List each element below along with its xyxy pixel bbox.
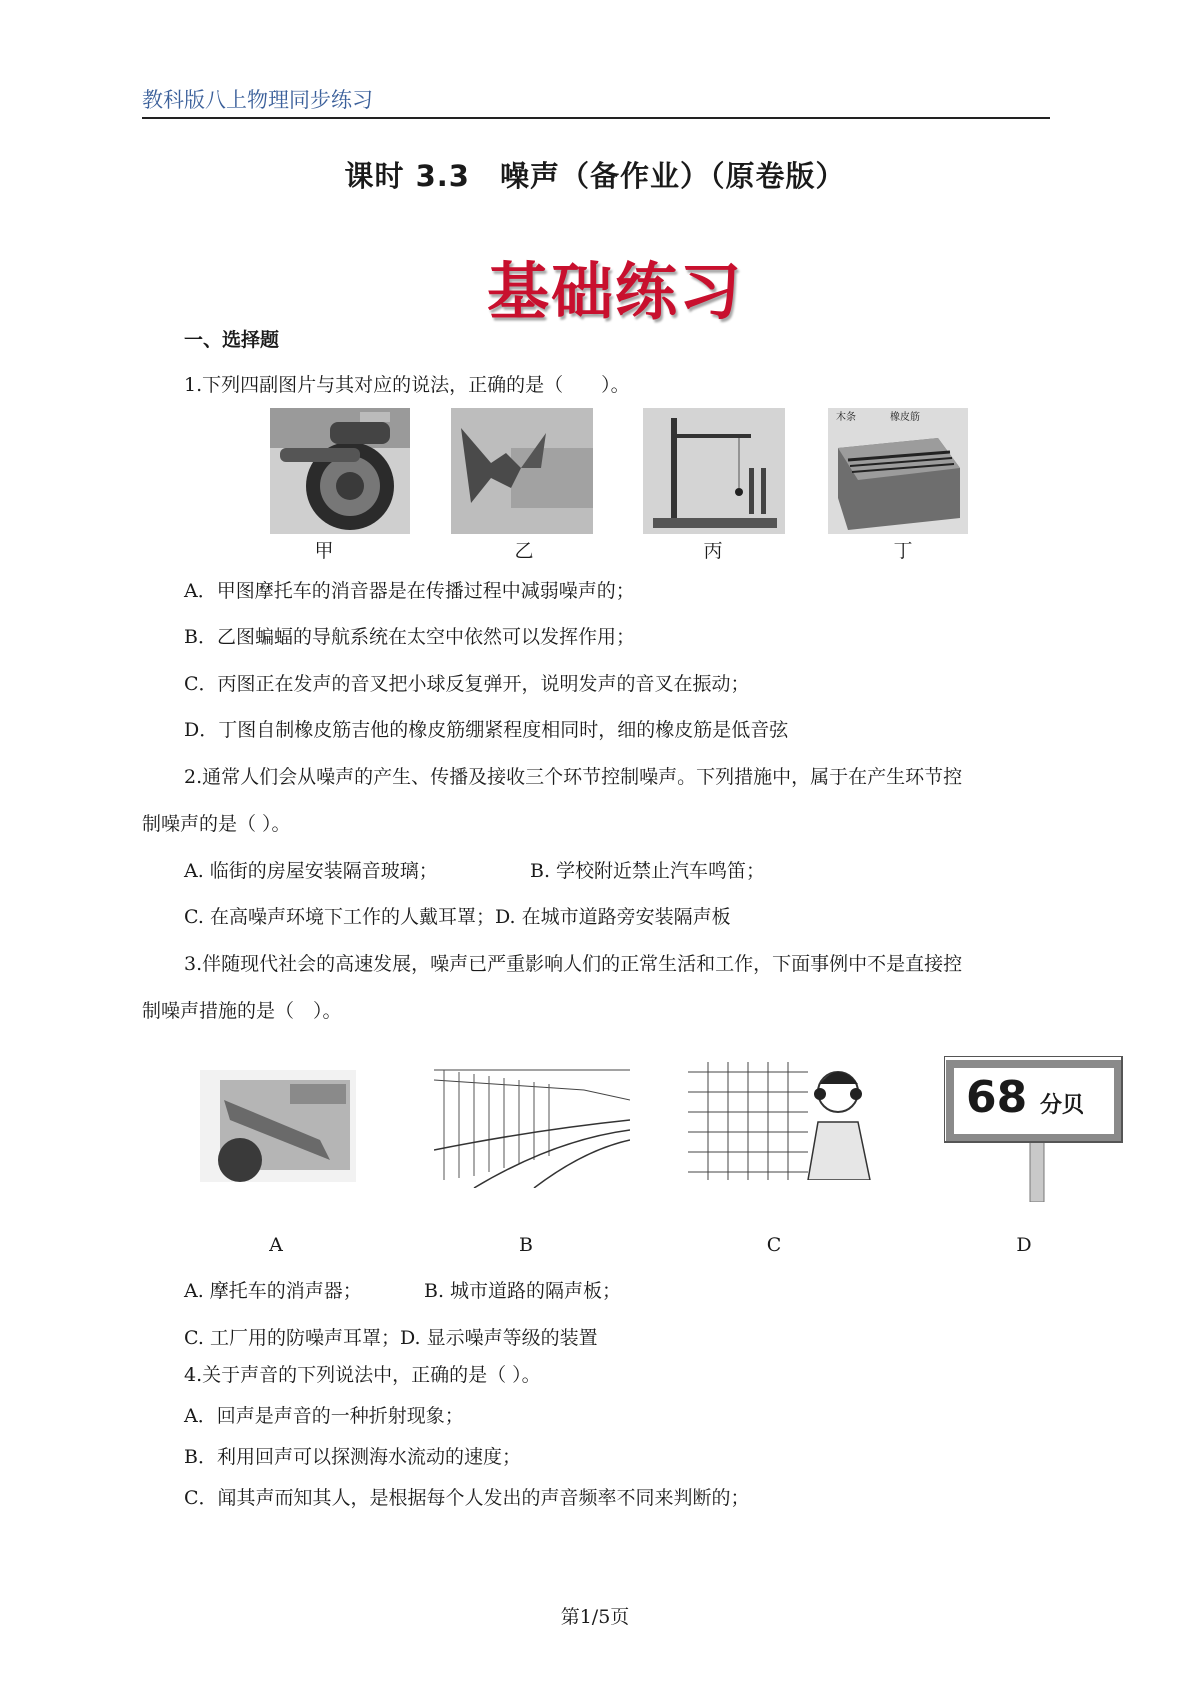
q1-image-jia-motorcycle <box>270 408 410 534</box>
q4-stem: 4.关于声音的下列说法中，正确的是（ ）。 <box>184 1364 541 1386</box>
q2-option-cd: C. 在高噪声环境下工作的人戴耳罩；D. 在城市道路旁安装隔声板 <box>184 906 731 928</box>
q3-image-b-road-barrier <box>434 1060 630 1188</box>
q3-option-b: B. 城市道路的隔声板； <box>424 1280 622 1302</box>
q2-stem-line2: 制噪声的是（ ）。 <box>142 813 291 835</box>
q3-caption-a: A <box>269 1234 283 1256</box>
q3-image-d-decibel-sign <box>944 1056 1130 1202</box>
section-heading: 一、选择题 <box>184 329 280 351</box>
q1-image-bing-tuning-fork <box>643 408 785 534</box>
q1-ding-label-left: 木条 <box>836 412 856 423</box>
q3-option-a: A. 摩托车的消声器； <box>184 1280 362 1302</box>
q3-image-c-ear-muffs-worker <box>688 1062 880 1180</box>
header-rule <box>142 117 1050 119</box>
q1-caption-jia: 甲 <box>314 540 334 562</box>
q1-caption-bing: 丙 <box>703 540 723 562</box>
q3-sign-value: 68 <box>966 1072 1028 1123</box>
page-number: 第1/5页 <box>560 1606 630 1628</box>
q4-option-a: A．回声是声音的一种折射现象； <box>184 1405 464 1427</box>
q3-sign-unit: 分贝 <box>1040 1093 1085 1118</box>
q4-option-b: B．利用回声可以探测海水流动的速度； <box>184 1446 521 1468</box>
q1-stem: 1.下列四副图片与其对应的说法，正确的是（ ）。 <box>184 374 630 396</box>
q3-caption-b: B <box>519 1234 533 1256</box>
q2-option-b: B. 学校附近禁止汽车鸣笛； <box>530 860 766 882</box>
q3-caption-c: C <box>766 1234 782 1256</box>
q3-image-a-motorcycle-muffler <box>200 1070 356 1182</box>
q4-option-c: C．闻其声而知其人，是根据每个人发出的声音频率不同来判断的； <box>184 1487 750 1509</box>
q1-option-b: B．乙图蝙蝠的导航系统在太空中依然可以发挥作用； <box>184 626 635 648</box>
q1-option-d: D．丁图自制橡皮筋吉他的橡皮筋绷紧程度相同时，细的橡皮筋是低音弦 <box>184 719 789 741</box>
q3-option-cd: C. 工厂用的防噪声耳罩；D. 显示噪声等级的装置 <box>184 1327 598 1349</box>
q1-caption-yi: 乙 <box>514 540 534 562</box>
q3-stem-line1: 3.伴随现代社会的高速发展，噪声已严重影响人们的正常生活和工作，下面事例中不是直接控 <box>184 953 963 975</box>
q1-ding-label-right: 橡皮筋 <box>890 412 920 423</box>
header-text: 教科版八上物理同步练习 <box>142 88 373 112</box>
q1-option-a: A．甲图摩托车的消音器是在传播过程中减弱噪声的； <box>184 580 635 602</box>
q3-stem-line2: 制噪声措施的是（ ）。 <box>142 1000 342 1022</box>
section-banner: 基础练习 <box>486 255 743 328</box>
q3-caption-d: D <box>1016 1234 1032 1256</box>
q1-image-yi-bat <box>451 408 593 534</box>
q1-option-c: C．丙图正在发声的音叉把小球反复弹开，说明发声的音叉在振动； <box>184 673 750 695</box>
q2-option-a: A. 临街的房屋安装隔音玻璃； <box>184 860 438 882</box>
q2-stem-line1: 2.通常人们会从噪声的产生、传播及接收三个环节控制噪声。下列措施中，属于在产生环节控 <box>184 766 963 788</box>
q1-caption-ding: 丁 <box>893 540 913 562</box>
q1-image-ding-rubber-guitar <box>828 408 968 534</box>
page-title: 课时 3.3 噪声（备作业）（原卷版） <box>344 159 846 193</box>
